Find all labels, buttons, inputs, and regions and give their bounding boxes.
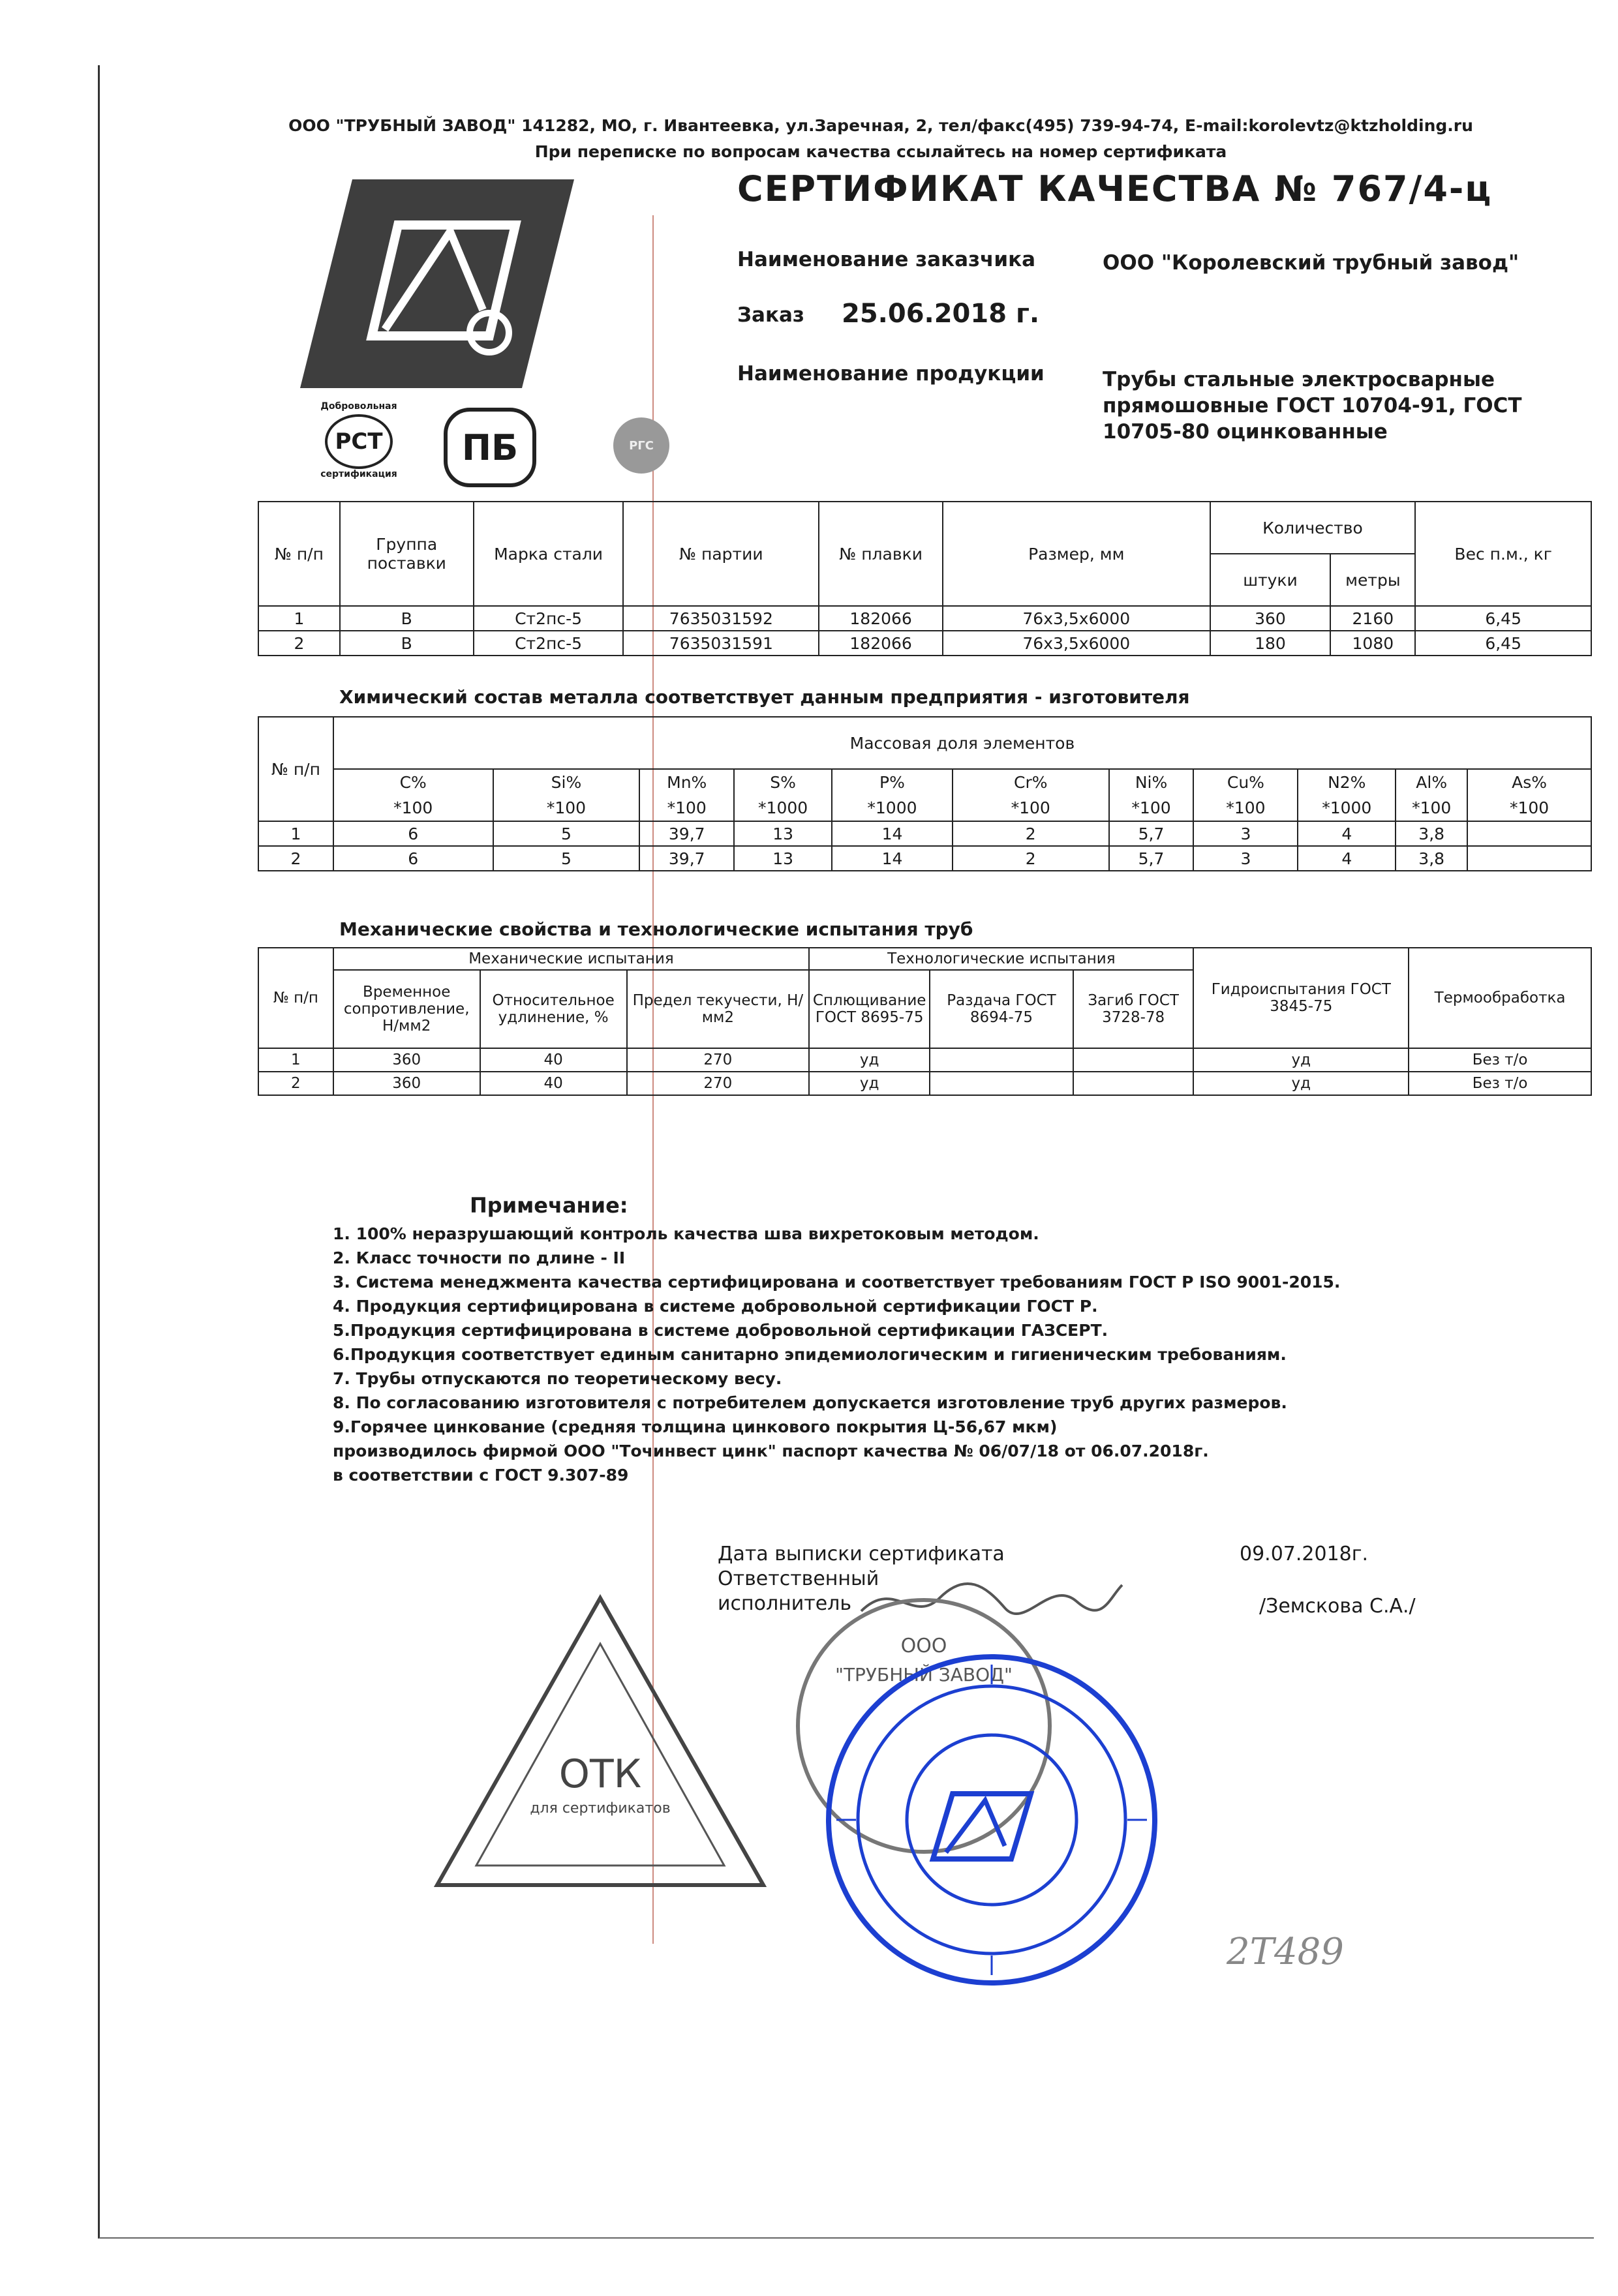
th-batch: № партии	[623, 502, 819, 606]
cell-pcs: 360	[1210, 606, 1331, 631]
cell-batch: 7635031592	[623, 606, 819, 631]
responsible-label: Ответственный	[718, 1567, 879, 1590]
cell-expansion	[930, 1048, 1073, 1072]
note-item: 2. Класс точности по длине - II	[333, 1248, 626, 1267]
cell-num: 2	[258, 631, 340, 656]
seal-line1: ООО	[900, 1635, 947, 1657]
th-mech-num: № п/п	[258, 948, 333, 1048]
th-element-multiplier: *100	[493, 795, 640, 821]
mech-table	[258, 947, 1592, 1096]
otk-label: ОТК	[558, 1751, 642, 1797]
issue-date-value: 09.07.2018г.	[1240, 1543, 1369, 1565]
otk-sublabel: для сертификатов	[530, 1800, 671, 1817]
th-element-name: Cr%	[953, 769, 1109, 795]
th-qty: Количество	[1210, 502, 1416, 554]
cell-hydro: уд	[1193, 1048, 1409, 1072]
cell-element-value: 2	[953, 821, 1109, 846]
note-item: 9.Горячее цинкование (средняя толщина цинкового покрытия Ц-56,67 мкм)	[333, 1417, 1058, 1436]
cell-heat-treatment: Без т/о	[1409, 1072, 1591, 1095]
mech-section-title: Механические свойства и технологические испытания труб	[339, 918, 973, 940]
seal-line2: "ТРУБНЫЙ ЗАВОД"	[835, 1664, 1013, 1685]
th-yield: Предел текучести, Н/мм2	[627, 970, 810, 1048]
cell-element-value: 3	[1193, 821, 1298, 846]
cell-element-value: 5,7	[1109, 846, 1194, 871]
order-date: 25.06.2018 г.	[842, 299, 1040, 329]
cell-element-value: 13	[734, 821, 832, 846]
cell-batch: 7635031591	[623, 631, 819, 656]
cell-element-value	[1467, 821, 1591, 846]
th-chem-num: № п/п	[258, 717, 333, 821]
cell-bend	[1073, 1048, 1194, 1072]
th-element-name: C%	[333, 769, 493, 795]
cell-heat: 182066	[819, 606, 943, 631]
responsible-name: /Земскова С.А./	[1259, 1595, 1416, 1618]
th-element-name: As%	[1467, 769, 1591, 795]
th-element-multiplier: *100	[1396, 795, 1467, 821]
cell-flattening: уд	[809, 1048, 930, 1072]
cell-flattening: уд	[809, 1072, 930, 1095]
th-flattening: Сплющивание ГОСТ 8695-75	[809, 970, 930, 1048]
cell-steel: Ст2пс-5	[474, 606, 624, 631]
table-row	[258, 1072, 1591, 1095]
pb-badge: ПБ	[444, 408, 536, 487]
cell-element-value: 14	[832, 821, 953, 846]
note-item: 5.Продукция сертифицирована в системе добровольной сертификации ГАЗСЕРТ.	[333, 1321, 1108, 1340]
th-element-multiplier: *1000	[1298, 795, 1396, 821]
th-tensile: Временное сопротивление, Н/мм2	[333, 970, 480, 1048]
cell-element-value: 14	[832, 846, 953, 871]
cell-element-value	[1467, 846, 1591, 871]
cell-bend	[1073, 1072, 1194, 1095]
th-element-multiplier: *1000	[734, 795, 832, 821]
cell-elongation: 40	[480, 1048, 627, 1072]
note-item: 1. 100% неразрушающий контроль качества шва вихретоковым методом.	[333, 1224, 1039, 1243]
cell-meters: 2160	[1330, 606, 1415, 631]
cell-tensile: 360	[333, 1072, 480, 1095]
th-pcs: штуки	[1210, 554, 1331, 606]
cell-element-value: 3,8	[1396, 846, 1467, 871]
cell-elongation: 40	[480, 1072, 627, 1095]
blue-seal	[822, 1650, 1161, 1989]
product-table	[258, 501, 1592, 656]
rst-badge-top: Добровольная	[320, 401, 397, 412]
th-num: № п/п	[258, 502, 340, 606]
customer-value: ООО "Королевский трубный завод"	[1103, 251, 1519, 275]
th-element-name: Cu%	[1193, 769, 1298, 795]
cell-element-value: 2	[953, 846, 1109, 871]
note-item: производилось фирмой ООО "Точинвест цинк" паспорт качества № 06/07/18 от 06.07.2018г.	[333, 1442, 1209, 1460]
cell-element-value: 3,8	[1396, 821, 1467, 846]
th-element-name: Al%	[1396, 769, 1467, 795]
chem-table	[258, 716, 1592, 871]
cell-yield: 270	[627, 1072, 810, 1095]
cell-num: 2	[258, 1072, 333, 1095]
th-element-multiplier: *100	[1467, 795, 1591, 821]
cell-meters: 1080	[1330, 631, 1415, 656]
cell-num: 1	[258, 821, 333, 846]
th-mech: Механические испытания	[333, 948, 809, 970]
cell-group: В	[340, 606, 474, 631]
th-heat-treatment: Термообработка	[1409, 948, 1591, 1048]
notes-title: Примечание:	[470, 1193, 628, 1218]
cell-num: 1	[258, 606, 340, 631]
gas-badge: РГС	[613, 417, 669, 474]
otk-triangle	[431, 1592, 770, 1892]
th-element-multiplier: *100	[953, 795, 1109, 821]
certificate-title: СЕРТИФИКАТ КАЧЕСТВА № 767/4-ц	[737, 168, 1493, 209]
note-item: 7. Трубы отпускаются по теоретическому весу.	[333, 1369, 782, 1388]
handwritten-number: 2Т489	[1227, 1931, 1344, 1973]
th-elongation: Относительное удлинение, %	[480, 970, 627, 1048]
table-row	[258, 846, 1591, 871]
note-item: в соответствии с ГОСТ 9.307-89	[333, 1466, 629, 1485]
th-meters: метры	[1330, 554, 1415, 606]
th-tech: Технологические испытания	[809, 948, 1193, 970]
cell-heat-treatment: Без т/о	[1409, 1048, 1591, 1072]
cell-element-value: 4	[1298, 821, 1396, 846]
th-expansion: Раздача ГОСТ 8694-75	[930, 970, 1073, 1048]
otk-stamp	[431, 1592, 770, 1892]
cell-element-value: 3	[1193, 846, 1298, 871]
th-element-name: P%	[832, 769, 953, 795]
cell-element-value: 5	[493, 846, 640, 871]
th-element-name: Mn%	[639, 769, 734, 795]
cell-pcs: 180	[1210, 631, 1331, 656]
note-item: 3. Система менеджмента качества сертифицирована и соответствует требованиям ГОСТ Р ISO 9001-2015.	[333, 1273, 1341, 1292]
th-element-multiplier: *100	[1109, 795, 1194, 821]
issue-date-label: Дата выписки сертификата	[718, 1543, 1005, 1565]
note-item: 4. Продукция сертифицирована в системе добровольной сертификации ГОСТ Р.	[333, 1297, 1098, 1316]
rst-mark: РСТ	[325, 414, 393, 469]
note-item: 8. По согласованию изготовителя с потребителем допускается изготовление труб других размеров.	[333, 1393, 1287, 1412]
cell-tensile: 360	[333, 1048, 480, 1072]
th-element-name: Ni%	[1109, 769, 1194, 795]
th-element-name: S%	[734, 769, 832, 795]
cell-heat: 182066	[819, 631, 943, 656]
cell-element-value: 13	[734, 846, 832, 871]
cell-element-value: 39,7	[639, 821, 734, 846]
rst-badge-bottom: сертификация	[320, 469, 397, 479]
rst-badge	[307, 401, 411, 486]
th-heat: № плавки	[819, 502, 943, 606]
cell-element-value: 4	[1298, 846, 1396, 871]
cell-element-value: 5,7	[1109, 821, 1194, 846]
cell-num: 1	[258, 1048, 333, 1072]
cell-expansion	[930, 1072, 1073, 1095]
table-row	[258, 821, 1591, 846]
th-element-name: N2%	[1298, 769, 1396, 795]
table-row	[258, 1048, 1591, 1072]
th-bend: Загиб ГОСТ 3728-78	[1073, 970, 1194, 1048]
th-mass-fraction: Массовая доля элементов	[333, 717, 1591, 769]
cell-steel: Ст2пс-5	[474, 631, 624, 656]
notes-block	[333, 1194, 1340, 1487]
th-element-multiplier: *1000	[832, 795, 953, 821]
th-element-multiplier: *100	[639, 795, 734, 821]
product-label: Наименование продукции	[737, 362, 1045, 385]
company-header: ООО "ТРУБНЫЙ ЗАВОД" 141282, МО, г. Ивантеевка, ул.Заречная, 2, тел/факс(495) 739-94-74, E-mail:korolevtz@ktzholding.ru	[288, 116, 1473, 135]
executor-label: исполнитель	[718, 1592, 852, 1615]
th-element-multiplier: *100	[333, 795, 493, 821]
reference-note: При переписке по вопросам качества ссылайтесь на номер сертификата	[534, 142, 1227, 161]
cell-num: 2	[258, 846, 333, 871]
th-size: Размер, мм	[943, 502, 1210, 606]
cell-yield: 270	[627, 1048, 810, 1072]
cell-element-value: 6	[333, 821, 493, 846]
chem-section-title: Химический состав металла соответствует данным предприятия - изготовителя	[339, 686, 1190, 708]
th-hydro: Гидроиспытания ГОСТ 3845-75	[1193, 948, 1409, 1048]
cell-weight: 6,45	[1415, 606, 1591, 631]
th-steel: Марка стали	[474, 502, 624, 606]
cell-group: В	[340, 631, 474, 656]
product-value: Трубы стальные электросварные прямошовные ГОСТ 10704-91, ГОСТ 10705-80 оцинкованные	[1103, 368, 1522, 444]
company-logo	[300, 179, 574, 388]
cell-size: 76х3,5х6000	[943, 606, 1210, 631]
th-group: Группа поставки	[340, 502, 474, 606]
cell-size: 76х3,5х6000	[943, 631, 1210, 656]
th-element-multiplier: *100	[1193, 795, 1298, 821]
cell-element-value: 5	[493, 821, 640, 846]
cell-hydro: уд	[1193, 1072, 1409, 1095]
customer-label: Наименование заказчика	[737, 248, 1036, 271]
th-weight: Вес п.м., кг	[1415, 502, 1591, 606]
table-row	[258, 606, 1591, 631]
cell-element-value: 6	[333, 846, 493, 871]
order-label: Заказ	[737, 303, 804, 327]
cell-element-value: 39,7	[639, 846, 734, 871]
table-row	[258, 631, 1591, 656]
note-item: 6.Продукция соответствует единым санитарно эпидемиологическим и гигиеническим требованиям.	[333, 1345, 1287, 1364]
cell-weight: 6,45	[1415, 631, 1591, 656]
th-element-name: Si%	[493, 769, 640, 795]
